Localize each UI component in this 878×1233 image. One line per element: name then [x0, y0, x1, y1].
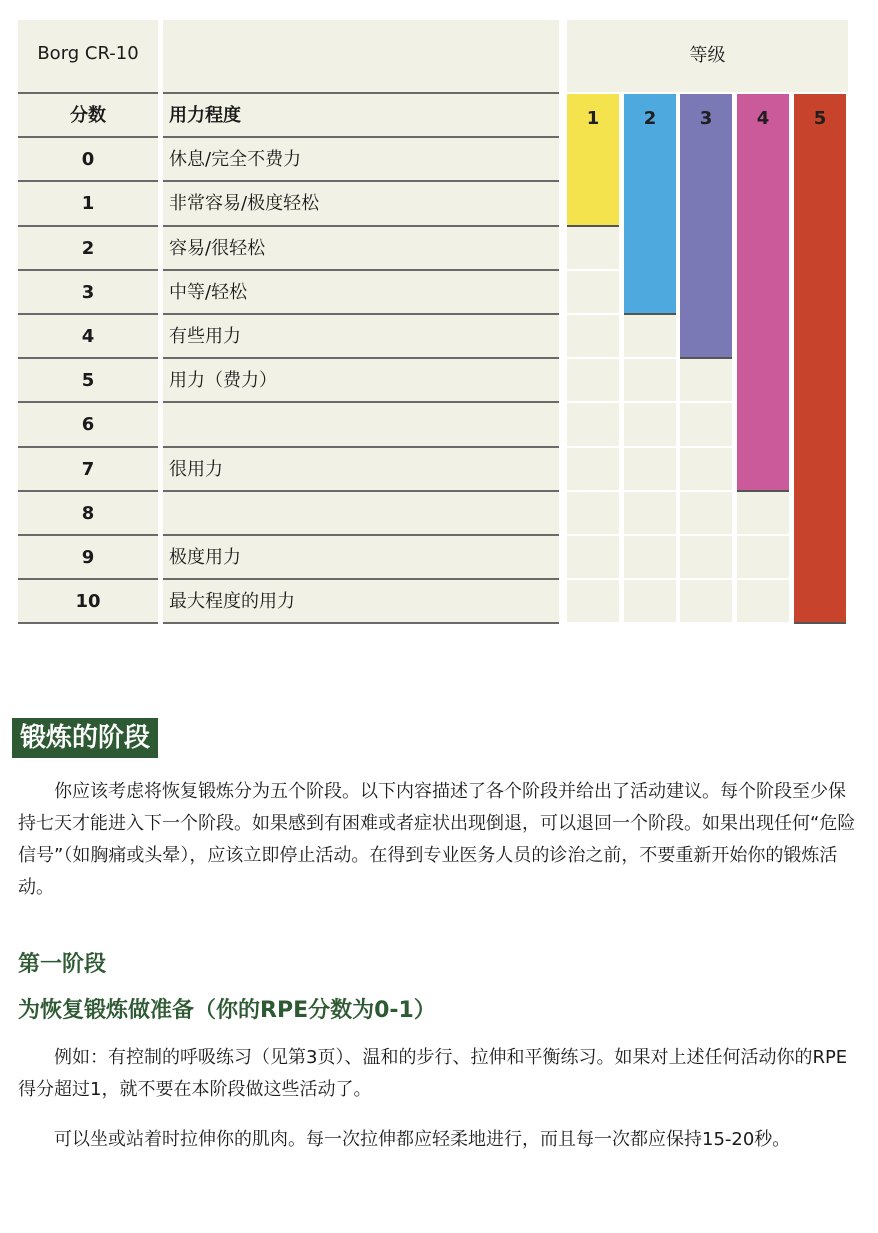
table-bottom-border	[18, 622, 158, 624]
effort-description: 极度用力	[169, 547, 241, 568]
level-grid-cell	[680, 580, 732, 622]
row-divider	[18, 534, 158, 536]
row-divider	[18, 357, 158, 359]
effort-description: 中等/轻松	[169, 281, 248, 303]
level-grid-cell	[680, 448, 732, 490]
level-2-label: 2	[643, 108, 657, 129]
row-divider	[18, 225, 158, 227]
effort-description: 容易/很轻松	[169, 237, 266, 259]
stage1-heading: 第一阶段	[18, 952, 107, 977]
level-grid-cell	[737, 536, 789, 578]
grade-header: 等级	[689, 45, 726, 66]
section-title: 锻炼的阶段	[12, 718, 158, 758]
row-divider	[18, 313, 158, 315]
score-value: 5	[81, 370, 95, 392]
level-5-label: 5	[813, 108, 827, 129]
row-divider	[163, 269, 559, 271]
row-divider	[163, 357, 559, 359]
stage1-subheading: 为恢复锻炼做准备（你的RPE分数为0-1）	[18, 998, 436, 1023]
score-value: 1	[81, 193, 95, 215]
effort-description: 用力（费力）	[169, 370, 277, 392]
level-1-label: 1	[586, 108, 600, 129]
scale-name: Borg CR-10	[37, 43, 139, 64]
effort-cell	[163, 403, 559, 445]
scale-name-cell	[18, 20, 158, 92]
row-divider	[163, 490, 559, 492]
level-grid-cell	[567, 315, 619, 357]
level-3-label: 3	[699, 108, 713, 129]
level-3-bar	[680, 94, 732, 359]
level-grid-cell	[567, 227, 619, 269]
level-grid-cell	[624, 536, 676, 578]
level-grid-cell	[624, 580, 676, 622]
level-4-label: 4	[756, 108, 770, 129]
score-value: 8	[81, 502, 95, 524]
level-grid-cell	[737, 580, 789, 622]
score-value: 2	[81, 237, 95, 259]
stage1-paragraph-1: 例如：有控制的呼吸练习（见第3页）、温和的步行、拉伸和平衡练习。如果对上述任何活动你的RPE得分超过1，就不要在本阶段做这些活动了。	[18, 1047, 848, 1100]
row-divider	[18, 269, 158, 271]
level-grid-cell	[737, 492, 789, 534]
level-grid-cell	[624, 359, 676, 401]
row-divider	[163, 313, 559, 315]
effort-description: 很用力	[169, 458, 223, 480]
row-divider	[18, 490, 158, 492]
row-divider	[18, 401, 158, 403]
level-grid-cell	[567, 271, 619, 313]
level-grid-cell	[680, 536, 732, 578]
level-grid-cell	[567, 359, 619, 401]
row-divider	[18, 136, 158, 138]
row-divider	[163, 136, 559, 138]
row-divider	[163, 180, 559, 182]
row-divider	[163, 92, 559, 94]
score-column-header: 分数	[70, 105, 106, 126]
level-grid-cell	[680, 492, 732, 534]
header-blank-cell	[163, 20, 559, 92]
effort-description: 最大程度的用力	[169, 591, 295, 613]
effort-description: 休息/完全不费力	[169, 149, 302, 171]
effort-description: 非常容易/极度轻松	[169, 193, 320, 215]
row-divider	[18, 92, 158, 94]
row-divider	[18, 180, 158, 182]
grade-header-cell	[567, 20, 848, 92]
score-value: 10	[75, 591, 101, 613]
score-value: 4	[81, 326, 95, 347]
level-grid-cell	[680, 403, 732, 445]
row-divider	[163, 401, 559, 403]
level-grid-cell	[567, 448, 619, 490]
level-1-bar	[567, 94, 619, 227]
level-5-bar	[794, 94, 846, 624]
row-divider	[18, 446, 158, 448]
score-value: 9	[81, 547, 95, 568]
level-grid-cell	[567, 580, 619, 622]
effort-description: 有些用力	[169, 326, 241, 347]
level-grid-cell	[567, 403, 619, 445]
score-value: 0	[81, 149, 95, 171]
level-grid-cell	[624, 448, 676, 490]
level-grid-cell	[624, 492, 676, 534]
level-grid-cell	[680, 359, 732, 401]
score-value: 7	[81, 458, 95, 480]
row-divider	[163, 446, 559, 448]
row-divider	[163, 225, 559, 227]
level-grid-cell	[567, 536, 619, 578]
score-value: 3	[81, 281, 95, 303]
level-grid-cell	[624, 315, 676, 357]
table-bottom-border	[163, 622, 559, 624]
row-divider	[18, 578, 158, 580]
row-divider	[163, 534, 559, 536]
level-grid-cell	[624, 403, 676, 445]
effort-column-header: 用力程度	[169, 105, 241, 126]
score-value: 6	[81, 414, 95, 436]
row-divider	[163, 578, 559, 580]
effort-cell	[163, 492, 559, 534]
level-2-bar	[624, 94, 676, 315]
intro-paragraph: 你应该考虑将恢复锻炼分为五个阶段。以下内容描述了各个阶段并给出了活动建议。每个阶段至少保持七天才能进入下一个阶段。如果感到有困难或者症状出现倒退，可以退回一个阶段。如果出现任何“危险信号”（如胸痛或头晕），应该立即停止活动。在得到专业医务人员的诊治之前，不要重新开始你的锻炼活动。	[18, 781, 856, 898]
stage1-paragraph-2: 可以坐或站着时拉伸你的肌肉。每一次拉伸都应轻柔地进行，而且每一次都应保持15-20秒。	[54, 1129, 791, 1150]
level-4-bar	[737, 94, 789, 492]
level-grid-cell	[567, 492, 619, 534]
